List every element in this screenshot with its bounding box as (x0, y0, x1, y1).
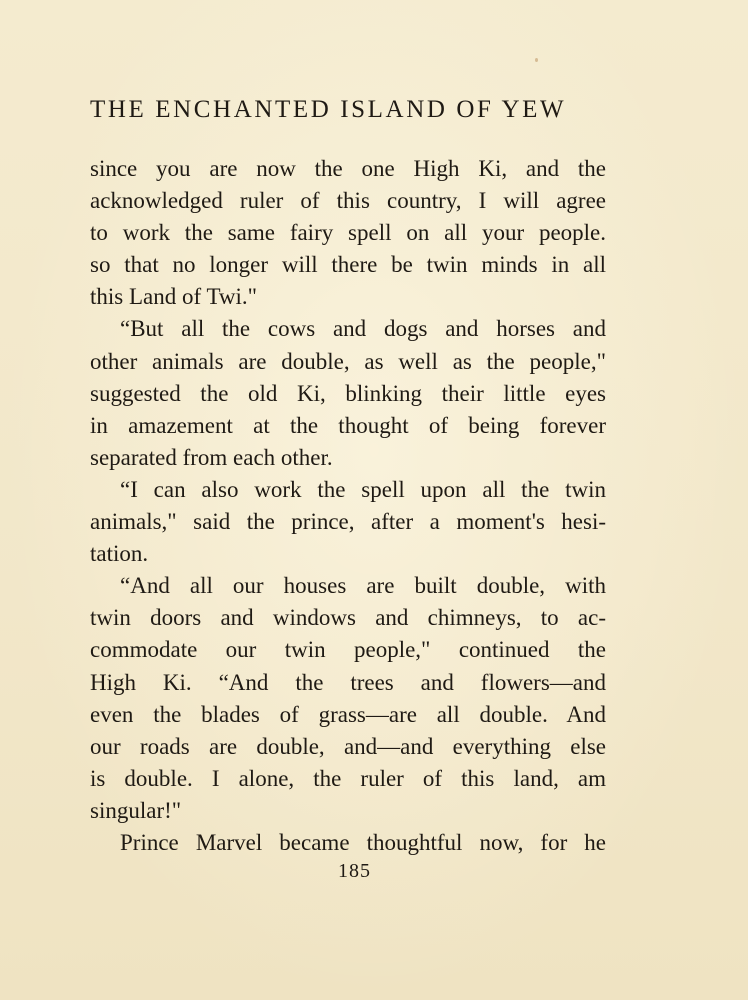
text-line: to work the same fairy spell on all your people. (90, 220, 606, 246)
text-line: commodate our twin people," continued the (90, 637, 606, 663)
text-line: is double. I alone, the ruler of this land, am (90, 765, 606, 791)
text-line: “But all the cows and dogs and horses and (120, 316, 606, 342)
text-line: this Land of Twi." (90, 284, 258, 310)
body-text (90, 153, 606, 859)
running-head-title: THE ENCHANTED ISLAND OF YEW (90, 96, 567, 123)
text-line: “And all our houses are built double, with (120, 573, 606, 599)
text-line: even the blades of grass—are all double. And (90, 701, 606, 727)
text-line: animals," said the prince, after a moment's hesi- (90, 509, 606, 535)
text-line: “I can also work the spell upon all the twin (120, 476, 606, 502)
text-line: twin doors and windows and chimneys, to ac- (90, 605, 606, 631)
text-line: so that no longer will there be twin minds in all (90, 252, 606, 278)
text-line: High Ki. “And the trees and flowers—and (90, 669, 606, 695)
text-line: singular!" (90, 797, 182, 823)
page-number: 185 (338, 860, 371, 882)
text-line: in amazement at the thought of being forever (90, 412, 606, 438)
text-line: since you are now the one High Ki, and the (90, 156, 606, 181)
text-line: acknowledged ruler of this country, I will agree (90, 188, 606, 214)
text-line: other animals are double, as well as the people," (90, 348, 606, 374)
text-line: separated from each other. (90, 444, 333, 470)
paper-speck (535, 58, 538, 62)
text-line: suggested the old Ki, blinking their little eyes (90, 380, 606, 406)
text-line: tation. (90, 541, 149, 567)
text-line: Prince Marvel became thoughtful now, for he (120, 829, 606, 855)
text-line: our roads are double, and—and everything else (90, 733, 606, 759)
